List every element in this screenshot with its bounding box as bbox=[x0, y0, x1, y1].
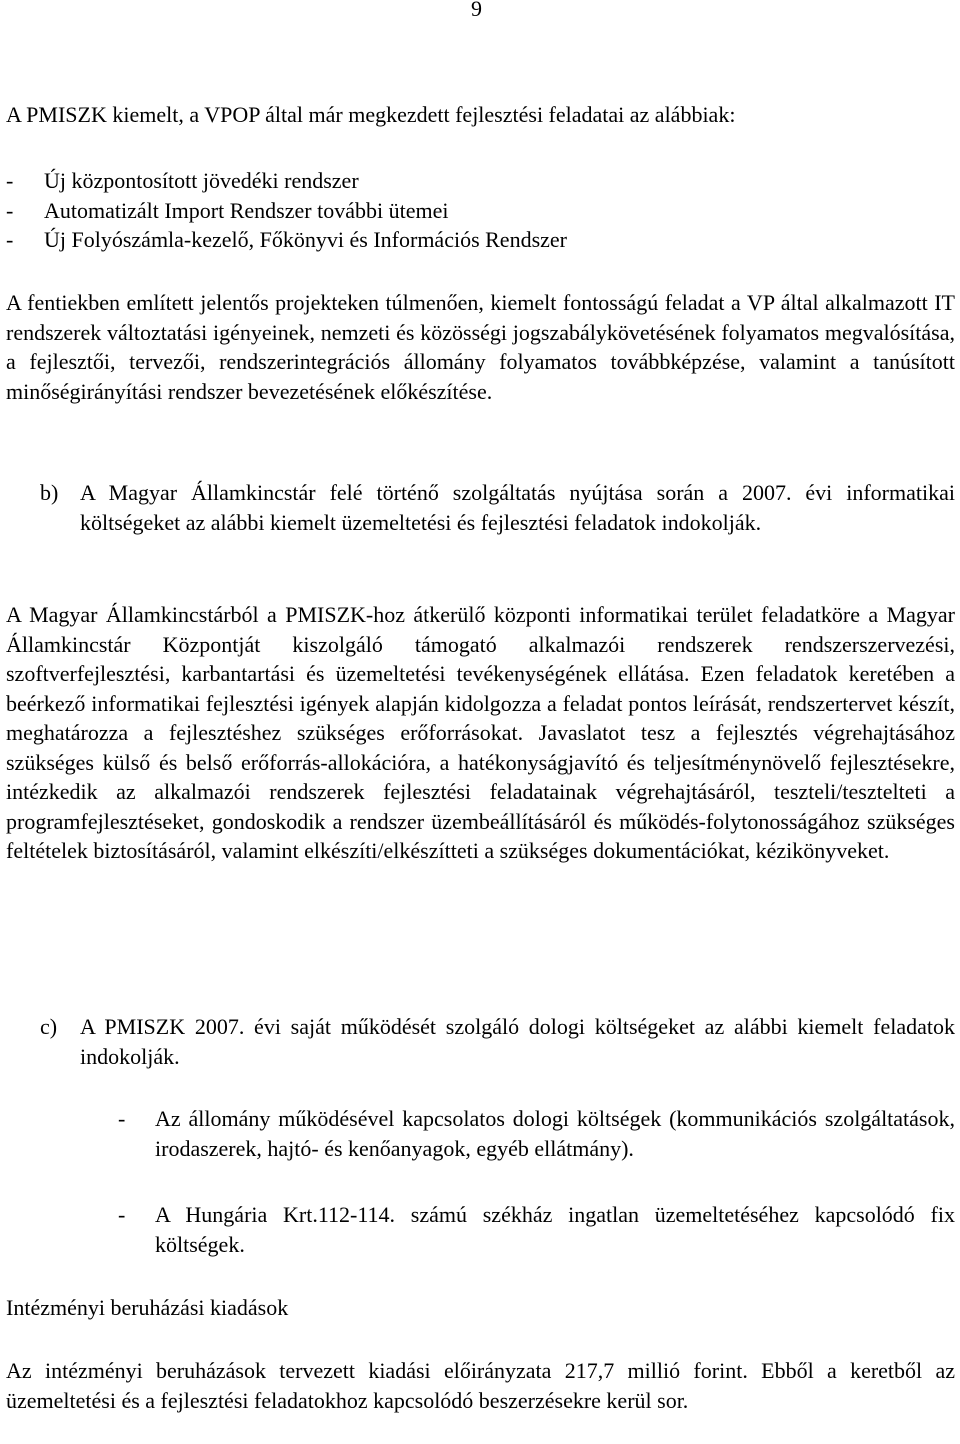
list-item-text: Új központosított jövedéki rendszer bbox=[44, 168, 359, 193]
section-b-text: A Magyar Államkincstár felé történő szolgáltatás nyújtása során a 2007. évi informatikai költségeket az alábbi kiemelt üzemeltetési és fejlesztési feladatok indokolják. bbox=[80, 480, 955, 535]
list-item-text: Az állomány működésével kapcsolatos dologi költségek (kommunikációs szolgáltatások, irodaszerek, hajtó- és kenőanyagok, egyéb ellátmány). bbox=[155, 1106, 955, 1161]
list-item bbox=[6, 166, 955, 196]
paragraph-it-projects: A fentiekben említett jelentős projekteken túlmenően, kiemelt fontosságú feladat a VP által alkalmazott IT rendszerek változtatási igényeinek, nemzeti és közösségi jogszabálykövetésének folyamatos megvalósítása, a fejlesztői, tervezői, rendszerintegrációs állomány folyamatos továbbképzése, valamint a tanúsított minőségirányítási rendszer bevezetésének előkészítése. bbox=[6, 290, 955, 404]
intro-sentence: A PMISZK kiemelt, a VPOP által már megkezdett fejlesztési feladatai az alábbiak: bbox=[6, 102, 736, 127]
list-item bbox=[6, 225, 955, 255]
intro-list bbox=[6, 166, 955, 255]
dash-marker: - bbox=[6, 197, 14, 223]
section-b bbox=[40, 478, 955, 537]
list-item-text: Automatizált Import Rendszer további ütemei bbox=[44, 197, 449, 223]
page-number: 9 bbox=[471, 0, 482, 21]
dash-marker: - bbox=[118, 1106, 126, 1131]
section-c bbox=[40, 1012, 955, 1071]
paragraph-investments: Az intézményi beruházások tervezett kiadási előirányzata 217,7 millió forint. Ebből a keretből az üzemeltetési és a fejlesztési feladatokhoz kapcsolódó beszerzésekre kerül sor. bbox=[6, 1358, 955, 1413]
dash-marker: - bbox=[118, 1202, 126, 1227]
section-b-marker: b) bbox=[40, 480, 59, 505]
dash-marker: - bbox=[6, 227, 14, 252]
list-item-text: A Hungária Krt.112-114. számú székház ingatlan üzemeltetéséhez kapcsolódó fix költségek. bbox=[155, 1202, 955, 1257]
section-c-item-1 bbox=[118, 1104, 955, 1163]
section-c-item-2 bbox=[118, 1200, 955, 1259]
section-c-text: A PMISZK 2007. évi saját működését szolgáló dologi költségeket az alábbi kiemelt feladatok indokolják. bbox=[80, 1014, 955, 1069]
section-c-marker: c) bbox=[40, 1014, 58, 1039]
list-item bbox=[6, 196, 955, 226]
list-item-text: Új Folyószámla-kezelő, Főkönyvi és Információs Rendszer bbox=[44, 227, 567, 252]
paragraph-treasury: A Magyar Államkincstárból a PMISZK-hoz átkerülő központi informatikai terület feladatköre a Magyar Államkincstár Központját kiszolgáló támogató alkalmazói rendszerek rendszerszervezési, szoftverfejlesztési, karbantartási és üzemeltetési tevékenységének ellátása. Ezen feladatok keretében a beérkező informatikai fejlesztési igények alapján kidolgozza a feladat pontos leírását, rendszertervet készít, meghatározza a fejlesztéshez szükséges erőforrásokat. Javaslatot tesz a fejlesztés végrehajtásához szükséges külső és belső erőforrás-allokációra, a hatékonyságjavító és teljesítménynövelő fejlesztésekre, intézkedik az alkalmazói rendszerek fejlesztési feladatainak végrehajtásáról, teszteli/tesztelteti a programfejlesztéseket, gondoskodik a rendszer üzembeállításáról és működés-folytonosságához szükséges feltételek biztosításáról, valamint elkészíti/elkészítteti a szükséges dokumentációkat, kézikönyveket. bbox=[6, 602, 955, 863]
dash-marker: - bbox=[6, 168, 14, 193]
section-heading-investments: Intézményi beruházási kiadások bbox=[6, 1295, 289, 1320]
